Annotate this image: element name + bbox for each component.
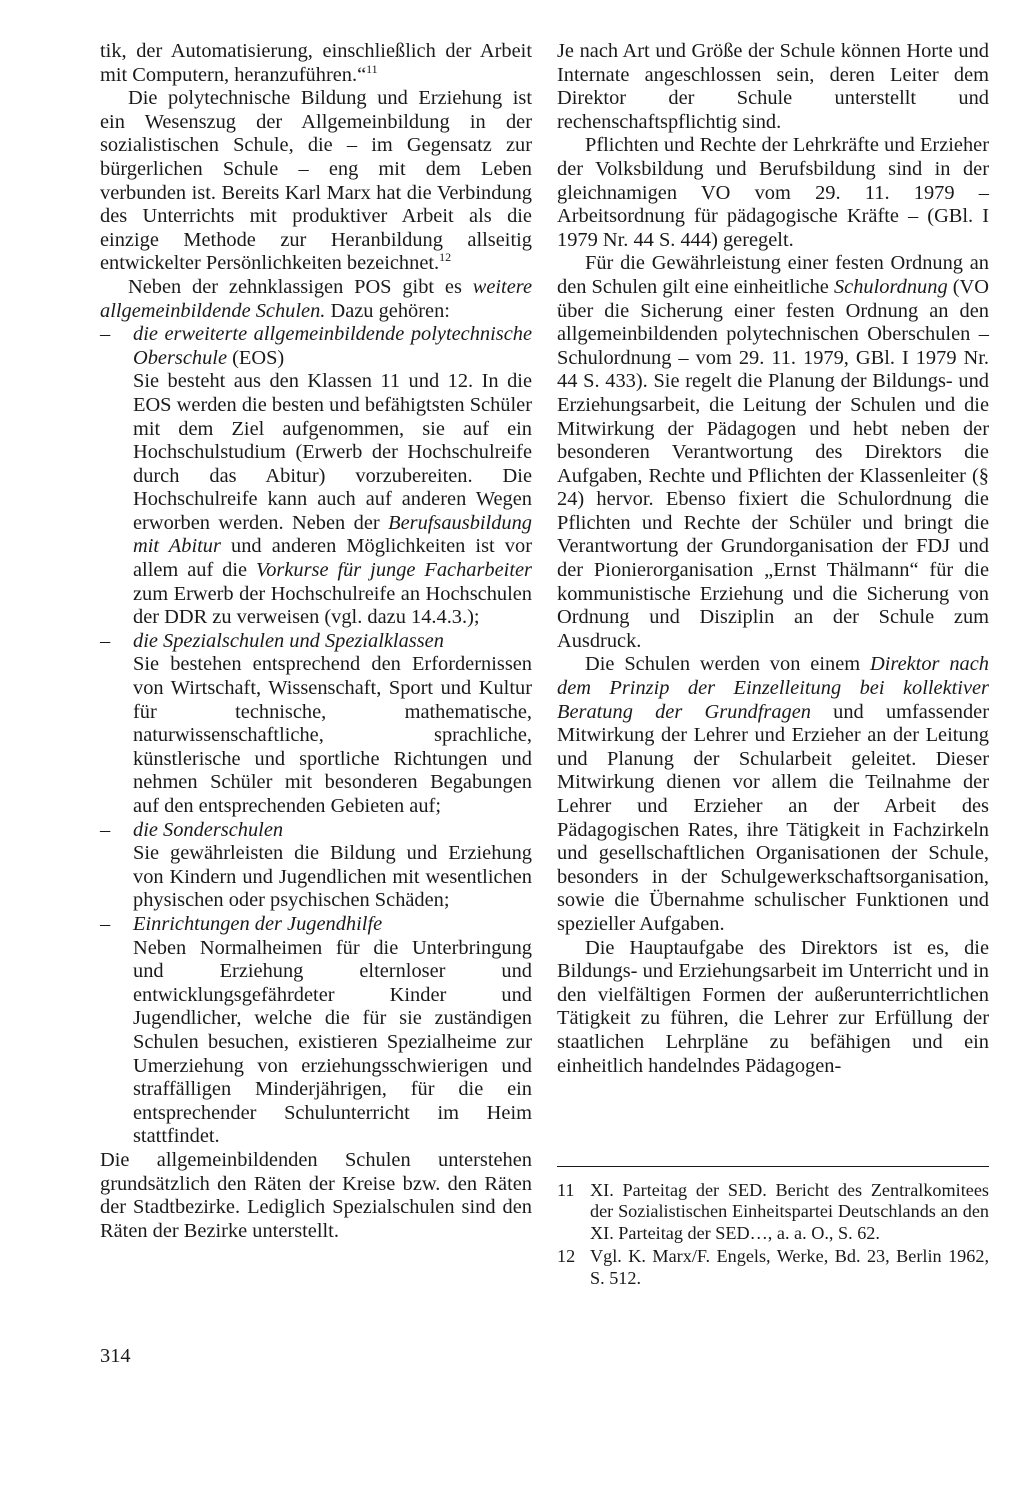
list-item-emphasis: Vorkurse für junge Facharbeiter: [256, 559, 532, 582]
list-item-heading: [133, 819, 532, 843]
right-paragraph-3: [557, 252, 989, 653]
footnote-divider: [557, 1166, 989, 1167]
footnote-12: [557, 1246, 989, 1289]
footnote-number: 11: [557, 1180, 575, 1200]
right-paragraph-3-emphasis: Schulordnung: [833, 275, 948, 298]
left-paragraph-2-text: Die polytechnische Bildung und Erziehung ist ein Wesenszug der Allgemeinbildung in der sozialistischen Schule, die – im Gegensatz zur bürgerlichen Schule – eng mit dem Leben verbunden ist. Bereits Karl Marx hat die Verbindung des Unterrichts mit produktiver Arbeit als die einzige Methode zur Heranbildung allseitig entwickelter Persönlichkeiten bezeichnet.: [100, 87, 532, 275]
left-paragraph-1: [100, 40, 532, 87]
school-types-list: [100, 323, 532, 1149]
list-item-text: Sie gewährleisten die Bildung und Erziehung von Kindern und Jugendlichen mit wesentlichen physischen oder psychischen Schäden;: [133, 842, 532, 912]
left-column: [100, 40, 532, 1243]
footnote-text: Vgl. K. Marx/F. Engels, Werke, Bd. 23, Berlin 1962, S. 512.: [590, 1246, 989, 1288]
footnote-text: XI. Parteitag der SED. Bericht des Zentralkomitees der Sozialistischen Einheitspartei Deutschlands an den XI. Parteitag der SED…, a. a. O., S. 62.: [590, 1180, 989, 1243]
left-paragraph-3-text-a: Neben der zehnklassigen POS gibt es: [128, 275, 473, 298]
footnote-11: [557, 1180, 989, 1244]
list-item-heading-text: Einrichtungen der Jugendhilfe: [133, 912, 383, 935]
list-item-text: Neben Normalheimen für die Unterbringung und Erziehung elternloser und entwicklungsgefährdeter Kinder und Jugendlicher, welche die für sie zuständigen Schulen besuchen, existieren Spezialheime zur Umerziehung von erziehungsschwierigen und straffälligen Minderjährigen, für die ein entsprechender Schulunterricht im Heim stattfindet.: [133, 936, 532, 1148]
list-item-text: Sie besteht aus den Klassen 11 und 12. In die EOS werden die besten und befähigtsten Schüler mit dem Ziel aufgenommen, sie auf ein Hochschulstudium (Erwerb der Hochschulreife durch das Abitur) vorzubereiten. Die Hochschulreife kann auch auf anderen Wegen erworben werden. Neben der: [133, 370, 532, 534]
list-item-heading: [133, 630, 532, 654]
right-paragraph-1: Je nach Art und Größe der Schule können Horte und Internate angeschlossen sein, deren Leiter dem Direktor der Schule unterstellt und rechenschaftspflichtig sind.: [557, 40, 989, 133]
left-paragraph-2: [100, 87, 532, 276]
list-item: [100, 323, 532, 630]
list-item: [100, 819, 532, 913]
footnote-ref-12: 12: [439, 250, 452, 265]
left-paragraph-3: [100, 276, 532, 323]
right-paragraph-4: [557, 653, 989, 936]
list-dash: –: [100, 818, 111, 841]
list-item-heading-suffix: (EOS): [227, 346, 285, 369]
list-item-body: [133, 937, 532, 1149]
page-number: 314: [100, 1345, 131, 1367]
right-paragraph-3-text-b: (VO über die Sicherung einer festen Ordnung an den allgemeinbildenden polytechnischen Oberschulen – Schulordnung – vom 29. 11. 1979, GBl. I 1979 Nr. 44 S. 433). Sie regelt die Planung der Bildungs- und Erziehungsarbeit, die Leitung der Schulen und die Mitwirkung der Pädagogen und hebt neben der besonderen Verantwortung des Direktors die Aufgaben, Rechte und Pflichten der Klassenleiter (§ 24) hervor. Ebenso fixiert die Schulordnung die Pflichten und Rechte der Schüler und bringt die Verantwortung der Grundorganisation der FDJ und der Pionierorganisation „Ernst Thälmann“ für die kommunistische Erziehung und die Sicherung von Ordnung und Disziplin an der Schule zum Ausdruck.: [557, 275, 989, 652]
right-paragraph-4-text-a: Die Schulen werden von einem: [585, 653, 870, 676]
right-paragraph-5: Die Hauptaufgabe des Direktors ist es, die Bildungs- und Erziehungsarbeit im Unterricht und in den vielfältigen Formen der außerunterrichtlichen Tätigkeit zu führen, die Lehrer zur Erfüllung der staatlichen Lehrpläne zu befähigen und ein einheitlich handelndes Pädagogen-: [557, 936, 989, 1077]
list-item: [100, 913, 532, 1149]
list-item-text: Sie bestehen entsprechend den Erfordernissen von Wirtschaft, Wissenschaft, Sport und Kultur für technische, mathematische, naturwissenschaftliche, sprachliche, künstlerische und sportliche Richtungen und nehmen Schüler mit besonderen Begabungen auf den entsprechenden Gebieten auf;: [133, 653, 532, 817]
right-paragraph-4-text-b: und umfassender Mitwirkung der Lehrer und Erzieher an der Leitung und Planung der Schularbeit geleitet. Dieser Mitwirkung dienen vor allem die Teilnahme der Lehrer und Erzieher an der Arbeit des Pädagogischen Rates, ihre Tätigkeit in Fachzirkeln und gesellschaftlichen Organisationen der Schule, besonders in der Schulgewerkschaftsorganisation, sowie die Übernahme schulischer Funktionen und spezieller Aufgaben.: [557, 700, 989, 935]
list-item-text: zum Erwerb der Hochschulreife an Hochschulen der DDR zu verweisen (vgl. dazu 14.4.3.);: [133, 582, 532, 629]
footnote-number: 12: [557, 1246, 576, 1267]
list-dash: –: [100, 323, 111, 346]
list-item-emphasis: Berufsausbildung mit Abitur: [133, 511, 532, 558]
list-item-heading-text: die Spezialschulen und Spezialklassen: [133, 629, 444, 652]
list-item-heading: [133, 323, 532, 370]
list-item-heading-text: die Sonderschulen: [133, 818, 284, 841]
list-item: [100, 630, 532, 819]
left-paragraph-1-text: tik, der Automatisierung, einschließlich der Arbeit mit Computern, heranzuführen.“: [100, 40, 532, 86]
left-paragraph-3-emphasis: weitere allgemeinbildende Schulen.: [100, 275, 532, 322]
footnote-ref-11: 11: [366, 61, 378, 76]
list-dash: –: [100, 912, 111, 935]
right-paragraph-2: Pflichten und Rechte der Lehrkräfte und Erzieher der Volksbildung und Berufsbildung sind in der gleichnamigen VO vom 29. 11. 1979 – Arbeitsordnung für pädagogische Kräfte – (GBl. I 1979 Nr. 44 S. 444) geregelt.: [557, 134, 989, 251]
footnotes: [557, 1180, 989, 1289]
list-item-heading: [133, 913, 532, 937]
list-item-body: [133, 653, 532, 818]
right-paragraph-3-text-a: Für die Gewährleistung einer festen Ordnung an den Schulen gilt eine einheitliche: [557, 252, 989, 298]
left-paragraph-3-text-b: Dazu gehören:: [325, 299, 450, 322]
list-item-text: und anderen Möglichkeiten ist vor allem auf die: [133, 535, 532, 582]
left-paragraph-4: Die allgemeinbildenden Schulen unterstehen grundsätzlich den Räten der Kreise bzw. den Räten der Stadtbezirke. Lediglich Spezialschulen sind den Räten der Bezirke unterstellt.: [100, 1148, 532, 1242]
list-item-body: [133, 842, 532, 913]
list-item-body: [133, 370, 532, 630]
right-paragraph-4-emphasis: Direktor nach dem Prinzip der Einzelleitung bei kollektiver Beratung der Grundfragen: [557, 653, 989, 723]
list-item-heading-text: die erweiterte allgemeinbildende polytechnische Oberschule: [133, 323, 532, 369]
list-dash: –: [100, 629, 111, 652]
right-column: [557, 40, 989, 1078]
